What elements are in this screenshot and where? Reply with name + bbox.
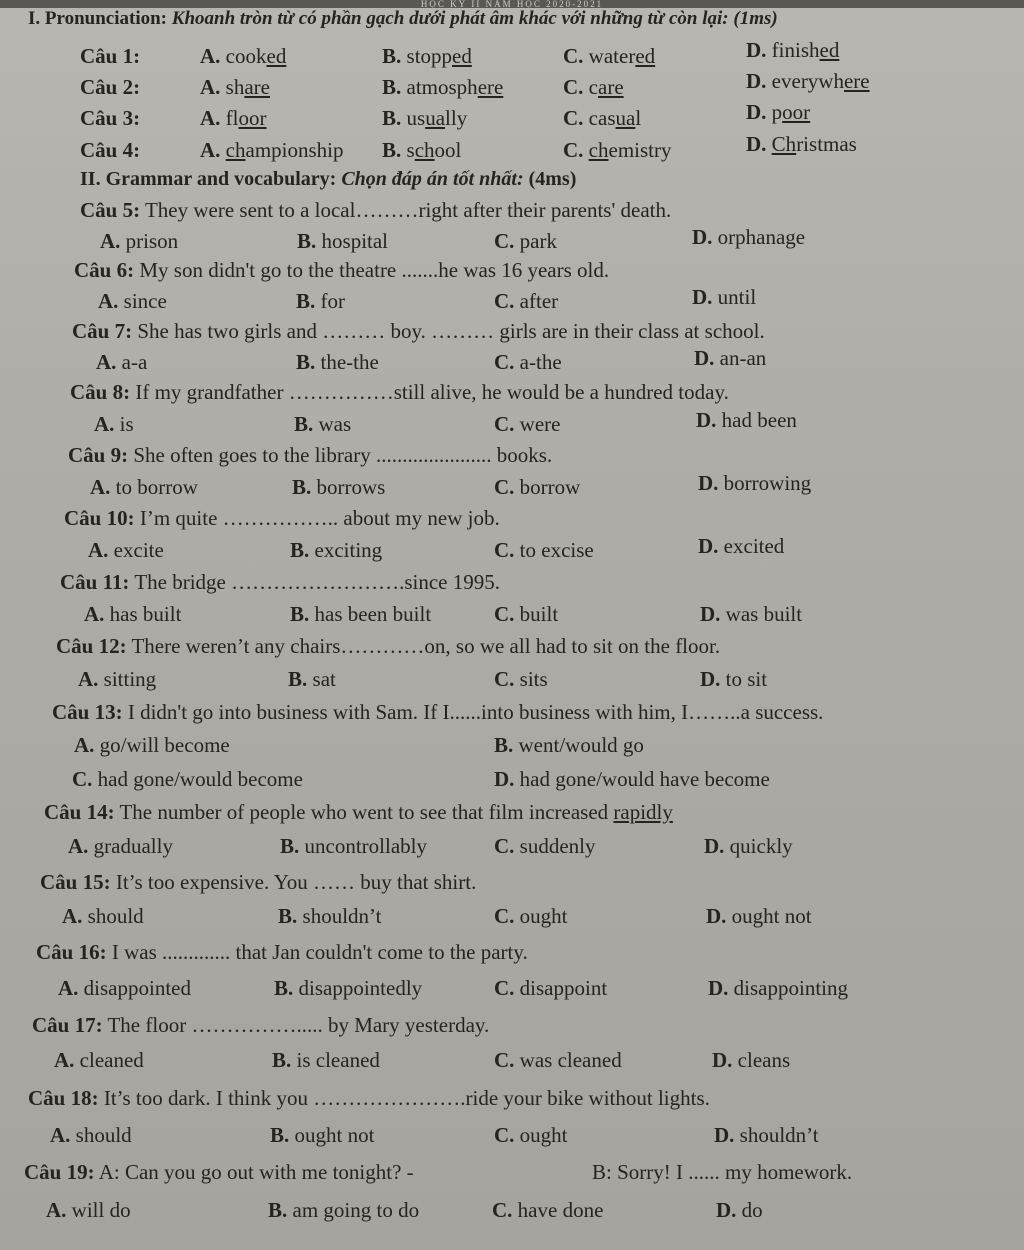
option-c[interactable]: C. have done xyxy=(492,1198,604,1222)
option-c[interactable]: C. borrow xyxy=(494,475,581,499)
option-a[interactable]: A. cooked xyxy=(200,44,287,68)
option-b[interactable]: B. uncontrollably xyxy=(280,834,427,858)
question-text: The number of people who went to see that film increased xyxy=(119,800,614,824)
option-a[interactable]: A. will do xyxy=(46,1198,131,1222)
option-b[interactable]: B. school xyxy=(382,138,462,162)
option-b[interactable]: B. has been built xyxy=(290,602,432,626)
question-text: If my grandfather ……………still alive, he would be a hundred today. xyxy=(135,380,729,404)
option-d[interactable]: D. had gone/would have become xyxy=(494,767,770,791)
question-text-b: B: Sorry! I ...... my homework. xyxy=(592,1160,853,1184)
option-b[interactable]: B. is cleaned xyxy=(272,1048,380,1072)
section-2-heading xyxy=(80,168,576,191)
option-c[interactable]: C. a-the xyxy=(494,350,562,374)
question-text: She often goes to the library ...................... books. xyxy=(133,443,553,467)
option-c[interactable]: C. casual xyxy=(563,106,642,130)
option-d[interactable]: D. cleans xyxy=(712,1048,791,1072)
option-c[interactable]: C. to excise xyxy=(494,538,594,562)
question-label: Câu 10: xyxy=(64,506,135,530)
option-b[interactable]: B. ought not xyxy=(270,1123,375,1147)
question-label: Câu 16: xyxy=(36,940,107,964)
option-d[interactable]: D. had been xyxy=(696,408,797,432)
option-b[interactable]: B. for xyxy=(296,289,346,313)
option-a[interactable]: A. disappointed xyxy=(58,976,191,1000)
section-1-instruction: Khoanh tròn từ có phần gạch dưới phát âm khác với những từ còn lại: (1ms) xyxy=(171,8,778,29)
option-b[interactable]: B. shouldn’t xyxy=(278,904,382,928)
option-a[interactable]: A. go/will become xyxy=(74,733,230,757)
option-c[interactable]: C. ought xyxy=(494,904,568,928)
question-label: Câu 12: xyxy=(56,634,127,658)
option-c[interactable]: C. was cleaned xyxy=(494,1048,622,1072)
option-d[interactable]: D. finished xyxy=(746,38,840,62)
question-label: Câu 13: xyxy=(52,700,123,724)
question-label: Câu 9: xyxy=(68,443,129,467)
question-label: Câu 14: xyxy=(44,800,115,824)
option-b[interactable]: B. was xyxy=(294,412,352,436)
question-label: Câu 2: xyxy=(80,75,141,99)
option-c[interactable]: C. suddenly xyxy=(494,834,596,858)
question-text: The floor ……………..... by Mary yesterday. xyxy=(107,1013,490,1037)
option-c[interactable]: C. chemistry xyxy=(563,138,672,162)
section-2-instruction: Chọn đáp án tốt nhất: xyxy=(341,168,524,190)
option-c[interactable]: C. watered xyxy=(563,44,656,68)
option-c[interactable]: C. after xyxy=(494,289,559,313)
option-b[interactable]: B. usually xyxy=(382,106,468,130)
option-c[interactable]: C. care xyxy=(563,75,624,99)
question-label: Câu 18: xyxy=(28,1086,99,1110)
question-text: I didn't go into business with Sam. If I......into business with him, I……..a success. xyxy=(127,700,824,724)
question-text: It’s too expensive. You …… buy that shirt. xyxy=(115,870,477,894)
question-label: Câu 15: xyxy=(40,870,111,894)
option-d[interactable]: D. was built xyxy=(700,602,803,626)
option-d[interactable]: D. excited xyxy=(698,534,785,558)
question-text: It’s too dark. I think you ………………….ride your bike without lights. xyxy=(103,1086,710,1110)
option-c[interactable]: C. built xyxy=(494,602,559,626)
option-c[interactable]: C. park xyxy=(494,229,557,253)
page-header: HỌC KỲ II NĂM HỌC 2020-2021 xyxy=(0,0,1024,8)
option-a[interactable]: A. cleaned xyxy=(54,1048,144,1072)
option-c[interactable]: C. had gone/would become xyxy=(72,767,303,791)
section-2-title: II. Grammar and vocabulary: xyxy=(80,168,337,190)
option-b[interactable]: B. went/would go xyxy=(494,733,644,757)
option-a[interactable]: A. prison xyxy=(100,229,179,253)
question-label: Câu 6: xyxy=(74,258,135,282)
option-d[interactable]: D. until xyxy=(692,285,757,309)
question-text: A: Can you go out with me tonight? - xyxy=(98,1160,414,1184)
option-d[interactable]: D. Christmas xyxy=(746,132,857,156)
option-d[interactable]: D. everywhere xyxy=(746,69,870,93)
option-d[interactable]: D. disappointing xyxy=(708,976,849,1000)
option-b[interactable]: B. borrows xyxy=(292,475,386,499)
option-d[interactable]: D. shouldn’t xyxy=(714,1123,819,1147)
option-a[interactable]: A. excite xyxy=(88,538,164,562)
question-label: Câu 8: xyxy=(70,380,131,404)
option-d[interactable]: D. an-an xyxy=(694,346,767,370)
question-label: Câu 11: xyxy=(60,570,130,594)
option-b[interactable]: B. hospital xyxy=(297,229,389,253)
underlined-word: rapidly xyxy=(613,800,673,824)
section-1-heading xyxy=(28,8,778,30)
option-a[interactable]: A. floor xyxy=(200,106,267,130)
option-b[interactable]: B. exciting xyxy=(290,538,383,562)
option-d[interactable]: D. ought not xyxy=(706,904,812,928)
option-a[interactable]: A. gradually xyxy=(68,834,173,858)
option-b[interactable]: B. stopped xyxy=(382,44,472,68)
question-text: There weren’t any chairs…………on, so we all had to sit on the floor. xyxy=(131,634,721,658)
question-text: My son didn't go to the theatre .......he was 16 years old. xyxy=(139,258,610,282)
option-b[interactable]: B. atmosphere xyxy=(382,75,504,99)
option-a[interactable]: A. since xyxy=(98,289,167,313)
option-b[interactable]: B. the-the xyxy=(296,350,379,374)
question-text: I was ............. that Jan couldn't come to the party. xyxy=(111,940,528,964)
option-a[interactable]: A. should xyxy=(50,1123,132,1147)
question-text: I’m quite …………….. about my new job. xyxy=(139,506,500,530)
section-1-title: I. Pronunciation: xyxy=(28,8,168,29)
option-c[interactable]: C. ought xyxy=(494,1123,568,1147)
option-c[interactable]: C. sits xyxy=(494,667,548,691)
option-b[interactable]: B. am going to do xyxy=(268,1198,420,1222)
option-a[interactable]: A. has built xyxy=(84,602,182,626)
option-d[interactable]: D. poor xyxy=(746,100,811,124)
question-text: She has two girls and ……… boy. ……… girls are in their class at school. xyxy=(137,319,765,343)
option-d[interactable]: D. do xyxy=(716,1198,763,1222)
option-d[interactable]: D. orphanage xyxy=(692,225,806,249)
option-d[interactable]: D. borrowing xyxy=(698,471,812,495)
question-label: Câu 4: xyxy=(80,138,141,162)
question-label: Câu 17: xyxy=(32,1013,103,1037)
question-label: Câu 1: xyxy=(80,44,141,68)
option-a[interactable]: A. is xyxy=(94,412,134,436)
question-text: They were sent to a local………right after their parents' death. xyxy=(144,198,672,222)
option-a[interactable]: A. to borrow xyxy=(90,475,198,499)
option-b[interactable]: B. disappointedly xyxy=(274,976,423,1000)
option-a[interactable]: A. championship xyxy=(200,138,344,162)
option-d[interactable]: D. to sit xyxy=(700,667,768,691)
option-b[interactable]: B. sat xyxy=(288,667,336,691)
question-label: Câu 5: xyxy=(80,198,141,222)
option-a[interactable]: A. share xyxy=(200,75,270,99)
option-a[interactable]: A. sitting xyxy=(78,667,157,691)
section-2-points: (4ms) xyxy=(528,168,577,190)
option-c[interactable]: C. were xyxy=(494,412,561,436)
option-a[interactable]: A. should xyxy=(62,904,144,928)
question-label: Câu 7: xyxy=(72,319,133,343)
question-label: Câu 19: xyxy=(24,1160,95,1184)
option-a[interactable]: A. a-a xyxy=(96,350,148,374)
option-d[interactable]: D. quickly xyxy=(704,834,793,858)
option-c[interactable]: C. disappoint xyxy=(494,976,608,1000)
question-text: The bridge …………………….since 1995. xyxy=(134,570,501,594)
question-label: Câu 3: xyxy=(80,106,141,130)
